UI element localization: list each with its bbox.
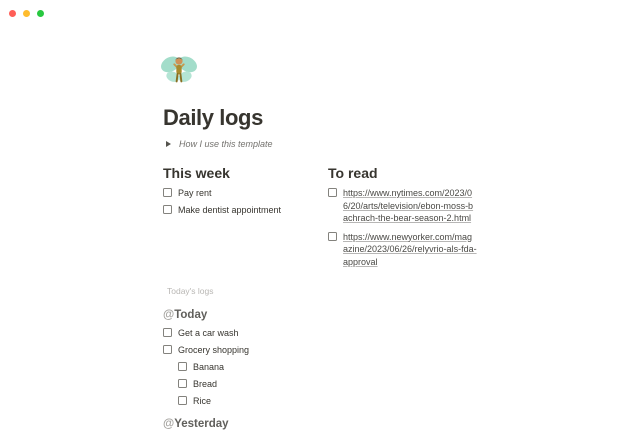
todo-row bbox=[178, 378, 477, 390]
date-mention-yesterday[interactable] bbox=[163, 417, 477, 431]
fairy-emoji-icon[interactable] bbox=[160, 52, 198, 90]
todo-row bbox=[328, 231, 477, 269]
toggle-arrow-icon[interactable] bbox=[166, 141, 171, 147]
mention-label: Today bbox=[174, 309, 208, 321]
todo-label: Make dentist appointment bbox=[178, 205, 282, 215]
page-content bbox=[163, 0, 477, 431]
todo-row bbox=[178, 361, 477, 373]
todo-row bbox=[178, 395, 477, 407]
todo-label: Banana bbox=[193, 362, 225, 372]
close-button[interactable] bbox=[9, 10, 16, 17]
mention-label: Yesterday bbox=[174, 418, 229, 430]
todo-checkbox[interactable] bbox=[328, 188, 337, 197]
todo-row bbox=[163, 327, 477, 339]
todo-label: Grocery shopping bbox=[178, 345, 250, 355]
toggle-label: How I use this template bbox=[179, 139, 273, 149]
todo-checkbox[interactable] bbox=[163, 205, 172, 214]
section-heading-to-read: To read bbox=[328, 165, 378, 181]
todo-link-nytimes[interactable]: https://www.nytimes.com/2023/06/20/arts/television/ebon-moss-bachrach-the-bear-season-2.html bbox=[343, 188, 474, 223]
window-controls bbox=[9, 10, 44, 17]
toggle-block[interactable] bbox=[163, 138, 477, 150]
todo-checkbox[interactable] bbox=[163, 345, 172, 354]
mention-at-sign: @ bbox=[163, 418, 175, 430]
nested-todo-list bbox=[178, 361, 477, 407]
todo-label: Pay rent bbox=[178, 188, 212, 198]
todo-row bbox=[163, 344, 477, 356]
column-to-read bbox=[328, 165, 477, 274]
column-this-week bbox=[163, 165, 315, 274]
todo-checkbox[interactable] bbox=[178, 396, 187, 405]
today-todo-list bbox=[163, 327, 477, 407]
mention-at-sign: @ bbox=[163, 309, 175, 321]
column-layout bbox=[163, 165, 477, 274]
todo-checkbox[interactable] bbox=[163, 188, 172, 197]
minimize-button[interactable] bbox=[23, 10, 30, 17]
todo-label: Rice bbox=[193, 396, 212, 406]
todo-checkbox[interactable] bbox=[178, 379, 187, 388]
todo-label: Get a car wash bbox=[178, 328, 239, 338]
section-heading-this-week: This week bbox=[163, 165, 230, 181]
todo-checkbox[interactable] bbox=[163, 328, 172, 337]
todo-checkbox[interactable] bbox=[178, 362, 187, 371]
zoom-button[interactable] bbox=[37, 10, 44, 17]
todo-label: Bread bbox=[193, 379, 218, 389]
date-mention-today[interactable] bbox=[163, 308, 477, 322]
todo-row bbox=[163, 204, 315, 216]
todo-link-newyorker[interactable]: https://www.newyorker.com/magazine/2023/06/26/relyvrio-als-fda-approval bbox=[343, 231, 477, 267]
logs-caption: Today's logs bbox=[167, 286, 214, 296]
todo-checkbox[interactable] bbox=[328, 232, 337, 241]
todo-row bbox=[328, 187, 477, 225]
page-title: Daily logs bbox=[163, 105, 263, 130]
todo-row bbox=[163, 187, 315, 199]
